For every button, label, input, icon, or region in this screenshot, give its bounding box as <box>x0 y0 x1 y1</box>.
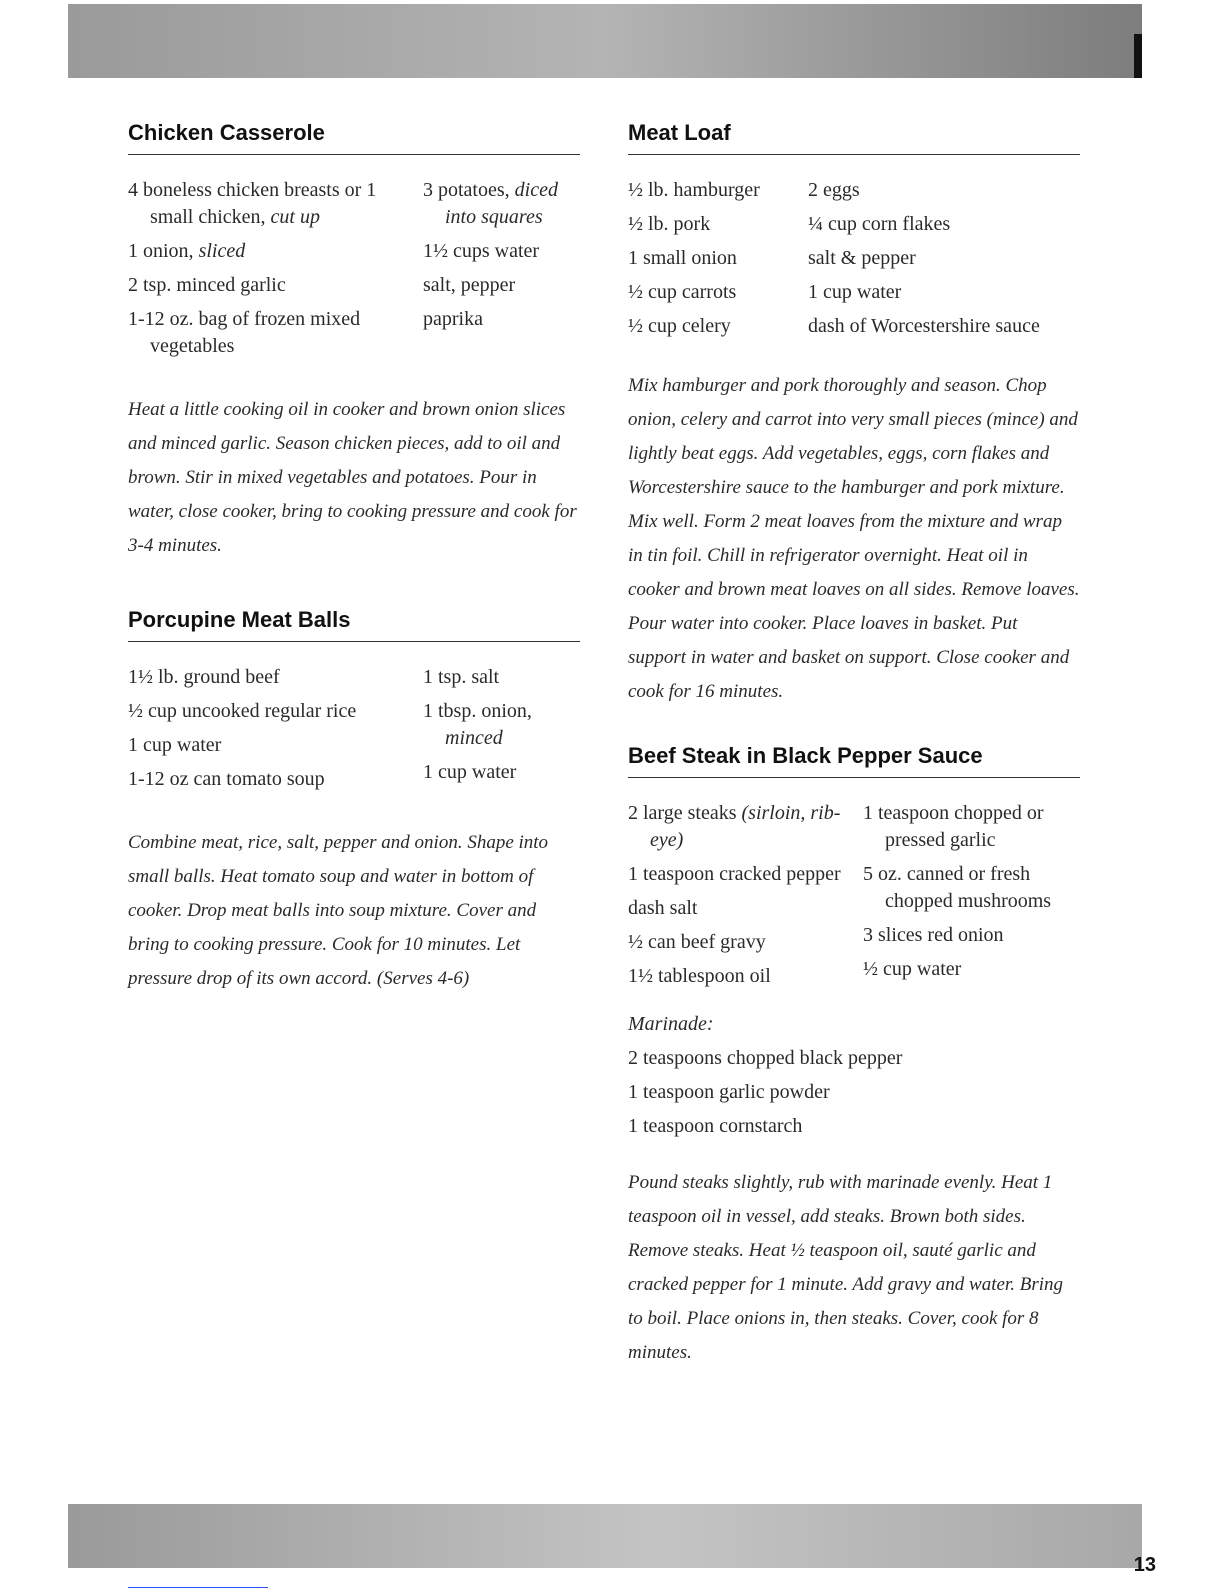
ingredient-item: 1½ lb. ground beef <box>128 666 280 688</box>
recipe-chicken-casserole <box>128 120 580 563</box>
recipe-beef-steak <box>628 743 1080 1370</box>
left-column <box>128 120 580 996</box>
marinade-item: 1 teaspoon cornstarch <box>628 1115 803 1137</box>
header-band-edge <box>1134 34 1142 78</box>
ingredient-item: 2 large steaks (sirloin, rib-eye) <box>628 802 841 851</box>
ingredient-item: 2 tsp. minced garlic <box>128 274 286 296</box>
ingredient-item: 3 slices red onion <box>863 924 1004 946</box>
ingredient-column <box>808 177 1080 347</box>
header-band <box>68 4 1142 78</box>
ingredient-item: 1 onion, sliced <box>128 240 246 262</box>
recipe-method: Pound steaks slightly, rub with marinade evenly. Heat 1 teaspoon oil in vessel, add steaks. Brown both sides. Remove steaks. Heat ½ teaspoon oil, sauté garlic and cracked pepper for 1 minute. Add gravy and water. Bring to boil. Place onions in, then steaks. Cover, cook for 8 minutes. <box>628 1172 1063 1363</box>
ingredient-item: dash of Worcestershire sauce <box>808 315 1040 337</box>
ingredient-item: 1½ tablespoon oil <box>628 965 771 987</box>
ingredient-item: ¼ cup corn flakes <box>808 213 951 235</box>
ingredient-list <box>628 177 1080 347</box>
ingredient-column <box>628 177 788 347</box>
ingredient-item: ½ cup carrots <box>628 281 737 303</box>
ingredient-item: 1 tsp. salt <box>423 666 500 688</box>
marinade-label: Marinade: <box>628 1013 714 1035</box>
ingredient-list <box>128 664 580 800</box>
ingredient-column <box>128 177 403 367</box>
recipe-title: Beef Steak in Black Pepper Sauce <box>628 743 1080 778</box>
ingredient-item: 1 cup water <box>423 761 517 783</box>
recipe-title: Meat Loaf <box>628 120 1080 155</box>
recipe-method: Combine meat, rice, salt, pepper and onion. Shape into small balls. Heat tomato soup and water in bottom of cooker. Drop meat balls into soup mixture. Cover and bring to cooking pressure. Cook for 10 minutes. Let pressure drop of its own accord. (Serves 4-6) <box>128 832 549 989</box>
ingredient-item: 1 cup water <box>808 281 902 303</box>
ingredient-item: salt & pepper <box>808 247 916 269</box>
ingredient-item: 1 small onion <box>628 247 737 269</box>
footer-band <box>68 1504 1142 1568</box>
recipe-meat-loaf <box>628 120 1080 709</box>
ingredient-item: salt, pepper <box>423 274 516 296</box>
ingredient-item: 1½ cups water <box>423 240 540 262</box>
ingredient-item: 1 teaspoon cracked pepper <box>628 863 841 885</box>
ingredient-list <box>128 177 580 367</box>
marinade-item: 2 teaspoons chopped black pepper <box>628 1047 903 1069</box>
ingredient-item: ½ can beef gravy <box>628 931 766 953</box>
ingredient-item: 1 teaspoon chopped or pressed garlic <box>863 802 1044 851</box>
ingredient-column <box>423 664 580 800</box>
ingredient-item: 3 potatoes, diced into squares <box>423 179 558 228</box>
ingredient-item: 1-12 oz can tomato soup <box>128 768 325 790</box>
right-column <box>628 120 1080 1370</box>
ingredient-column <box>423 177 580 367</box>
ingredient-item: 4 boneless chicken breasts or 1 small chicken, cut up <box>128 179 377 228</box>
ingredient-item: dash salt <box>628 897 698 919</box>
recipe-title: Porcupine Meat Balls <box>128 607 580 642</box>
ingredient-item: 2 eggs <box>808 179 860 201</box>
ingredient-item: ½ lb. hamburger <box>628 179 760 201</box>
marinade-item: 1 teaspoon garlic powder <box>628 1081 830 1103</box>
ingredient-item: 5 oz. canned or fresh chopped mushrooms <box>863 863 1052 912</box>
ingredient-item: ½ cup celery <box>628 315 731 337</box>
ingredient-item: 1 cup water <box>128 734 222 756</box>
ingredient-column <box>628 800 843 997</box>
ingredient-column <box>128 664 403 800</box>
ingredient-item: paprika <box>423 308 483 330</box>
recipe-porcupine-meat-balls <box>128 607 580 996</box>
ingredient-item: ½ lb. pork <box>628 213 711 235</box>
recipe-method: Heat a little cooking oil in cooker and brown onion slices and minced garlic. Season chicken pieces, add to oil and brown. Stir in mixed vegetables and potatoes. Pour in water, close cooker, bring to cooking pressure and cook for 3-4 minutes. <box>128 399 577 556</box>
recipe-title: Chicken Casserole <box>128 120 580 155</box>
page-number: 13 <box>1133 1554 1156 1576</box>
ingredient-item: ½ cup uncooked regular rice <box>128 700 357 722</box>
ingredient-item: 1-12 oz. bag of frozen mixed vegetables <box>128 308 361 357</box>
ingredient-item: ½ cup water <box>863 958 962 980</box>
ingredient-column <box>863 800 1080 997</box>
ingredient-item: 1 tbsp. onion, minced <box>423 700 532 749</box>
recipe-method: Mix hamburger and pork thoroughly and season. Chop onion, celery and carrot into very small pieces (mince) and lightly beat eggs. Add vegetables, eggs, corn flakes and Worcestershire sauce to the hamburger and pork mixture. Mix well. Form 2 meat loaves from the mixture and wrap in tin foil. Chill in refrigerator overnight. Heat oil in cooker and brown meat loaves on all sides. Remove loaves. Pour water into cooker. Place loaves in basket. Put support in water and basket on support. Close cooker and cook for 16 minutes. <box>628 375 1080 702</box>
ingredient-list <box>628 800 1080 997</box>
